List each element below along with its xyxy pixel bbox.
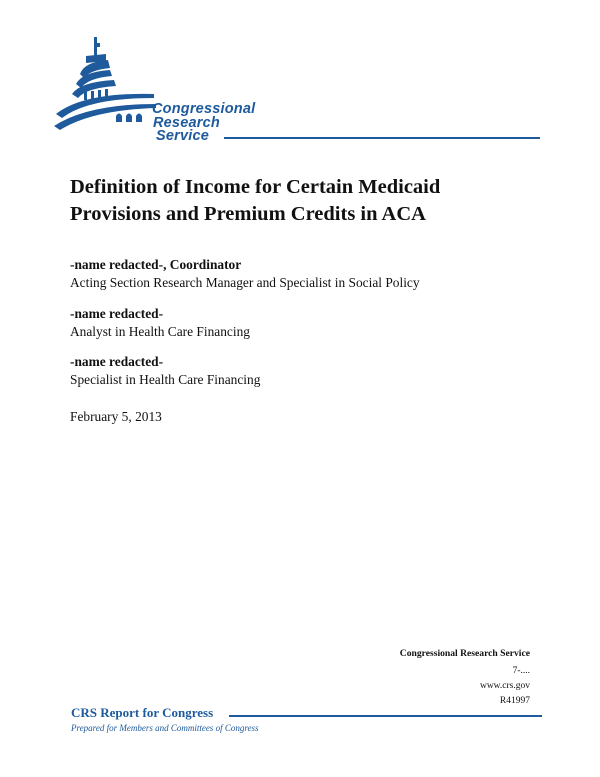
report-title — [70, 174, 550, 228]
publisher-website[interactable]: www.crs.gov — [479, 681, 530, 691]
author-block — [70, 353, 260, 389]
publisher-info — [400, 646, 530, 709]
footer-subtitle: Prepared for Members and Committees of Congress — [71, 723, 259, 733]
footer-title: CRS Report for Congress — [71, 705, 214, 720]
author-name: -name redacted-, Coordinator — [70, 257, 242, 272]
capitol-dome-icon — [54, 34, 164, 144]
publisher-phone: 7-.... — [512, 666, 530, 676]
author-role: Specialist in Health Care Financing — [70, 372, 261, 387]
report-number: R41997 — [499, 696, 530, 706]
report-date: February 5, 2013 — [70, 409, 162, 424]
report-title-line-1: Definition of Income for Certain Medicaid — [70, 176, 441, 198]
author-block — [70, 256, 420, 292]
author-name: -name redacted- — [70, 354, 164, 369]
crs-logo — [54, 34, 540, 144]
logo-line-service: Service — [156, 128, 209, 144]
header-rule — [224, 137, 540, 139]
footer-rule — [229, 715, 542, 717]
author-role: Acting Section Research Manager and Specialist in Social Policy — [70, 275, 420, 290]
publisher-org: Congressional Research Service — [399, 648, 530, 659]
author-name: -name redacted- — [70, 306, 164, 321]
author-block — [70, 305, 250, 341]
author-role: Analyst in Health Care Financing — [70, 324, 250, 339]
logo-line-research: Research — [153, 114, 220, 131]
logo-line-congressional: Congressional — [152, 101, 256, 117]
report-title-line-2: Provisions and Premium Credits in ACA — [70, 203, 426, 225]
